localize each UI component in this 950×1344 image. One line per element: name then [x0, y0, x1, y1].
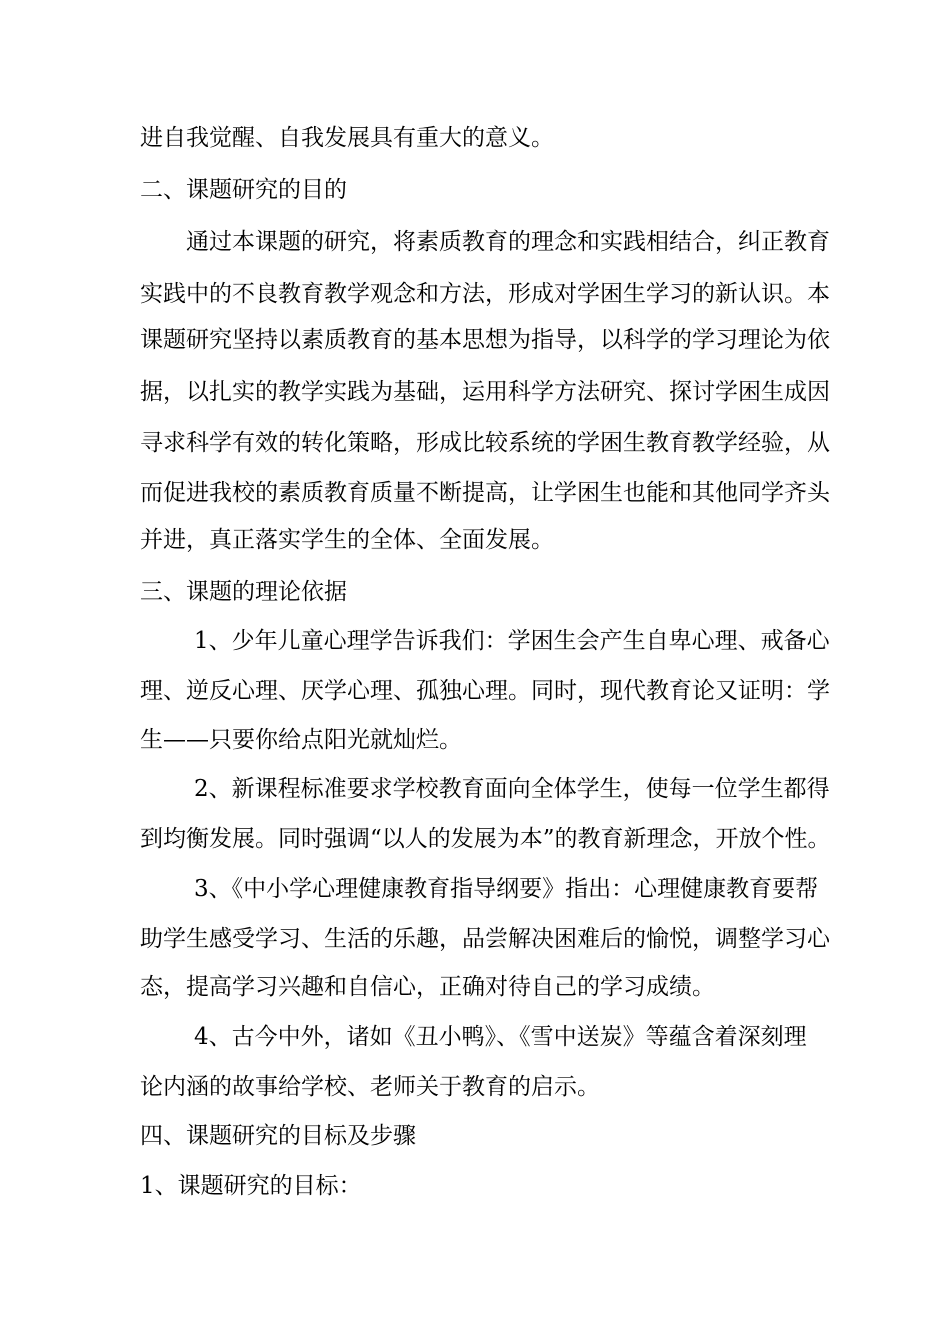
- text-line: 3、《中小学心理健康教育指导纲要》指出：心理健康教育要帮: [194, 876, 819, 902]
- section-heading: 二、课题研究的目的: [140, 177, 347, 203]
- text-line: 并进，真正落实学生的全体、全面发展。: [140, 527, 554, 553]
- section-heading: 四、课题研究的目标及步骤: [140, 1123, 416, 1149]
- text-line: 实践中的不良教育教学观念和方法，形成对学困生学习的新认识。本: [140, 281, 830, 307]
- text-line: 课题研究坚持以素质教育的基本思想为指导，以科学的学习理论为依: [140, 327, 830, 353]
- text-line: 4、古今中外，诸如《丑小鸭》、《雪中送炭》等蕴含着深刻理: [194, 1024, 807, 1050]
- text-line: 到均衡发展。同时强调“以人的发展为本”的教育新理念，开放个性。: [140, 826, 831, 852]
- text-line: 进自我觉醒、自我发展具有重大的意义。: [140, 125, 554, 151]
- text-line: 1、少年儿童心理学告诉我们：学困生会产生自卑心理、戒备心: [194, 628, 830, 654]
- text-line: 生——只要你给点阳光就灿烂。: [140, 727, 462, 753]
- text-line: 2、新课程标准要求学校教育面向全体学生，使每一位学生都得: [194, 776, 830, 802]
- text-line: 助学生感受学习、生活的乐趣，品尝解决困难后的愉悦，调整学习心: [140, 926, 830, 952]
- section-heading: 三、课题的理论依据: [140, 579, 347, 605]
- text-line: 理、逆反心理、厌学心理、孤独心理。同时，现代教育论又证明：学: [140, 678, 830, 704]
- text-line: 论内涵的故事给学校、老师关于教育的启示。: [140, 1074, 600, 1100]
- text-line: 寻求科学有效的转化策略，形成比较系统的学困生教育教学经验，从: [140, 430, 830, 456]
- subsection-heading: 1、课题研究的目标：: [140, 1173, 362, 1199]
- text-line: 据，以扎实的教学实践为基础，运用科学方法研究、探讨学困生成因: [140, 379, 830, 405]
- text-line: 通过本课题的研究，将素质教育的理念和实践相结合，纠正教育: [186, 229, 830, 255]
- text-line: 而促进我校的素质教育质量不断提高，让学困生也能和其他同学齐头: [140, 480, 830, 506]
- text-line: 态，提高学习兴趣和自信心，正确对待自己的学习成绩。: [140, 974, 715, 1000]
